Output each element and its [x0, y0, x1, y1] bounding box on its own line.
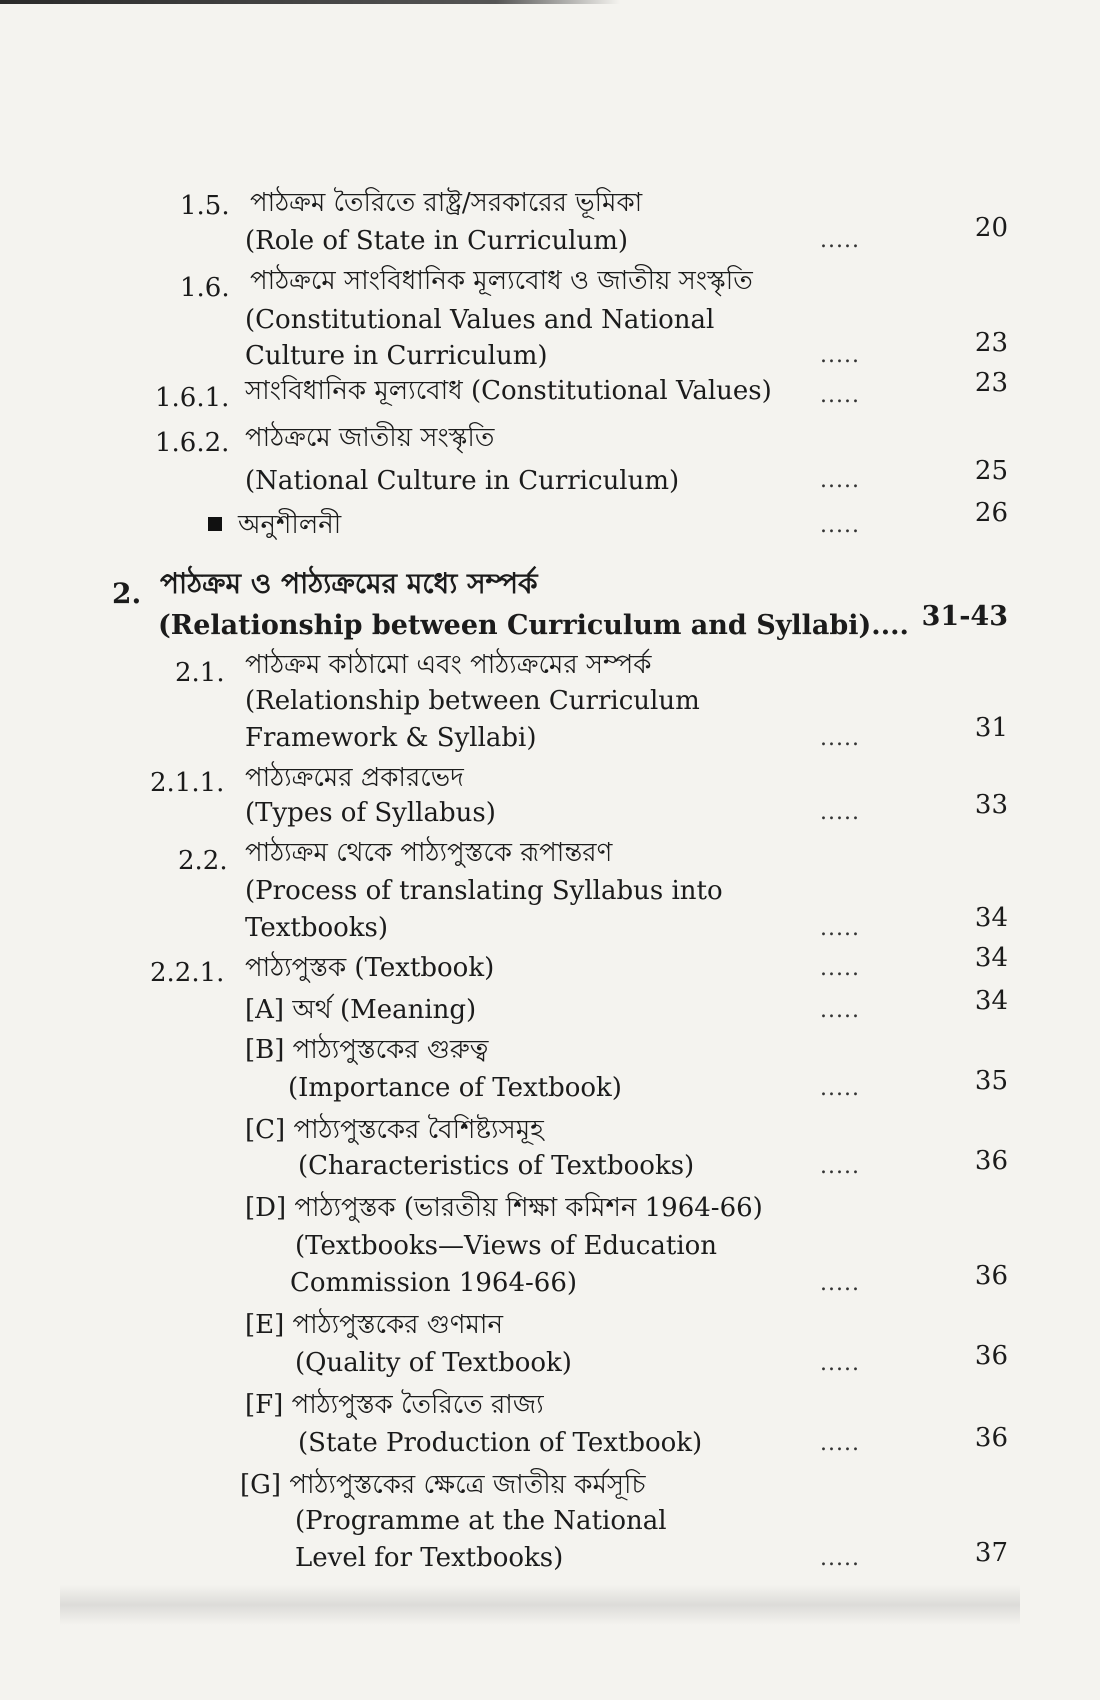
- chapter-number: 2.: [112, 577, 142, 610]
- page-number: 20: [974, 213, 1008, 243]
- entry-title-en: (Role of State in Curriculum): [245, 226, 629, 256]
- leader-dots: .....: [820, 1076, 860, 1101]
- page-range: 31-43: [921, 601, 1008, 632]
- entry-title: সাংবিধানিক মূল্যবোধ (Constitutional Values): [245, 376, 772, 406]
- page-number: 36: [974, 1423, 1008, 1453]
- entry-title-en: (Process of translating Syllabus into: [245, 876, 723, 906]
- entry-title-bn: [G] পাঠ্যপুস্তকের ক্ষেত্রে জাতীয় কর্মসূচি: [240, 1470, 646, 1500]
- page-number: 23: [974, 368, 1008, 398]
- page-number: 36: [974, 1341, 1008, 1371]
- entry-title: [A] অর্থ (Meaning): [245, 995, 477, 1025]
- page-number: 34: [974, 943, 1008, 973]
- entry-title-bn: পাঠক্রম কাঠামো এবং পাঠ্যক্রমের সম্পর্ক: [245, 650, 652, 680]
- page-number: 34: [974, 986, 1008, 1016]
- leader-dots: .....: [820, 343, 860, 368]
- entry-title-bn: পাঠক্রমে সাংবিধানিক মূল্যবোধ ও জাতীয় সংস্কৃতি: [250, 266, 753, 296]
- leader-dots: .....: [820, 998, 860, 1023]
- chapter-title-bn: পাঠক্রম ও পাঠ্যক্রমের মধ্যে সম্পর্ক: [160, 567, 538, 600]
- page-number: 35: [974, 1066, 1008, 1096]
- entry-title-bn: পাঠক্রমে জাতীয় সংস্কৃতি: [245, 423, 495, 453]
- square-bullet-icon: [208, 517, 222, 531]
- page-number: 36: [974, 1146, 1008, 1176]
- entry-number: 2.1.: [175, 658, 225, 688]
- entry-number: 2.1.1.: [150, 768, 225, 798]
- entry-number: 2.2.: [178, 846, 228, 876]
- chapter-title-en: (Relationship between Curriculum and Syllabi)....: [158, 610, 909, 641]
- entry-title-en-cont: Level for Textbooks): [295, 1543, 564, 1573]
- entry-number: 1.6.: [180, 273, 230, 303]
- page-number: 31: [974, 713, 1008, 743]
- entry-title-en-cont: Culture in Curriculum): [245, 341, 548, 371]
- entry-title-bn: [E] পাঠ্যপুস্তকের গুণমান: [245, 1310, 503, 1340]
- page-number: 34: [974, 903, 1008, 933]
- entry-title-bn: [C] পাঠ্যপুস্তকের বৈশিষ্ট্যসমূহ: [245, 1115, 544, 1145]
- entry-title-en: (Constitutional Values and National: [245, 305, 715, 335]
- leader-dots: .....: [820, 1271, 860, 1296]
- entry-title-en-cont: Textbooks): [245, 913, 389, 943]
- leader-dots: .....: [820, 726, 860, 751]
- entry-number: 1.6.2.: [155, 428, 230, 458]
- entry-title-en: (Programme at the National: [295, 1506, 667, 1536]
- entry-title-bn: [D] পাঠ্যপুস্তক (ভারতীয় শিক্ষা কমিশন 1964-66): [245, 1193, 763, 1223]
- page-number: 23: [974, 328, 1008, 358]
- entry-title-en: (Characteristics of Textbooks): [298, 1151, 695, 1181]
- entry-title-bn: পাঠ্যক্রমের প্রকারভেদ: [245, 763, 464, 793]
- entry-title-en: (Relationship between Curriculum: [245, 686, 700, 716]
- entry-title-en: (Textbooks—Views of Education: [295, 1231, 718, 1261]
- leader-dots: .....: [820, 383, 860, 408]
- entry-title-en: (State Production of Textbook): [298, 1428, 703, 1458]
- entry-number: 1.5.: [180, 191, 230, 221]
- entry-title-en-cont: Commission 1964-66): [290, 1268, 578, 1298]
- entry-number: 2.2.1.: [150, 958, 225, 988]
- entry-title-bn: পাঠ্যক্রম থেকে পাঠ্যপুস্তকে রূপান্তরণ: [245, 838, 613, 868]
- leader-dots: .....: [820, 1546, 860, 1571]
- entry-title-bn: [F] পাঠ্যপুস্তক তৈরিতে রাজ্য: [245, 1390, 544, 1420]
- leader-dots: .....: [820, 1351, 860, 1376]
- entry-title: অনুশীলনী: [238, 510, 342, 540]
- entry-title-en-cont: Framework & Syllabi): [245, 723, 537, 753]
- entry-title-bn: [B] পাঠ্যপুস্তকের গুরুত্ব: [245, 1035, 489, 1065]
- entry-title-en: (Types of Syllabus): [245, 798, 496, 828]
- page-number: 26: [974, 498, 1008, 528]
- page-number: 25: [974, 456, 1008, 486]
- entry-title-bn: পাঠক্রম তৈরিতে রাষ্ট্র/সরকারের ভূমিকা: [250, 188, 643, 218]
- entry-title: পাঠ্যপুস্তক (Textbook): [245, 953, 495, 983]
- leader-dots: .....: [820, 916, 860, 941]
- leader-dots: .....: [820, 1154, 860, 1179]
- entry-title-en: (Quality of Textbook): [295, 1348, 572, 1378]
- leader-dots: .....: [820, 228, 860, 253]
- leader-dots: .....: [820, 1431, 860, 1456]
- entry-number: 1.6.1.: [155, 383, 230, 413]
- entry-title-en: (National Culture in Curriculum): [245, 466, 680, 496]
- page-number: 33: [974, 790, 1008, 820]
- leader-dots: .....: [820, 513, 860, 538]
- leader-dots: .....: [820, 956, 860, 981]
- leader-dots: .....: [820, 468, 860, 493]
- leader-dots: .....: [820, 800, 860, 825]
- entry-title-en: (Importance of Textbook): [288, 1073, 622, 1103]
- page-number: 37: [974, 1538, 1008, 1568]
- page-number: 36: [974, 1261, 1008, 1291]
